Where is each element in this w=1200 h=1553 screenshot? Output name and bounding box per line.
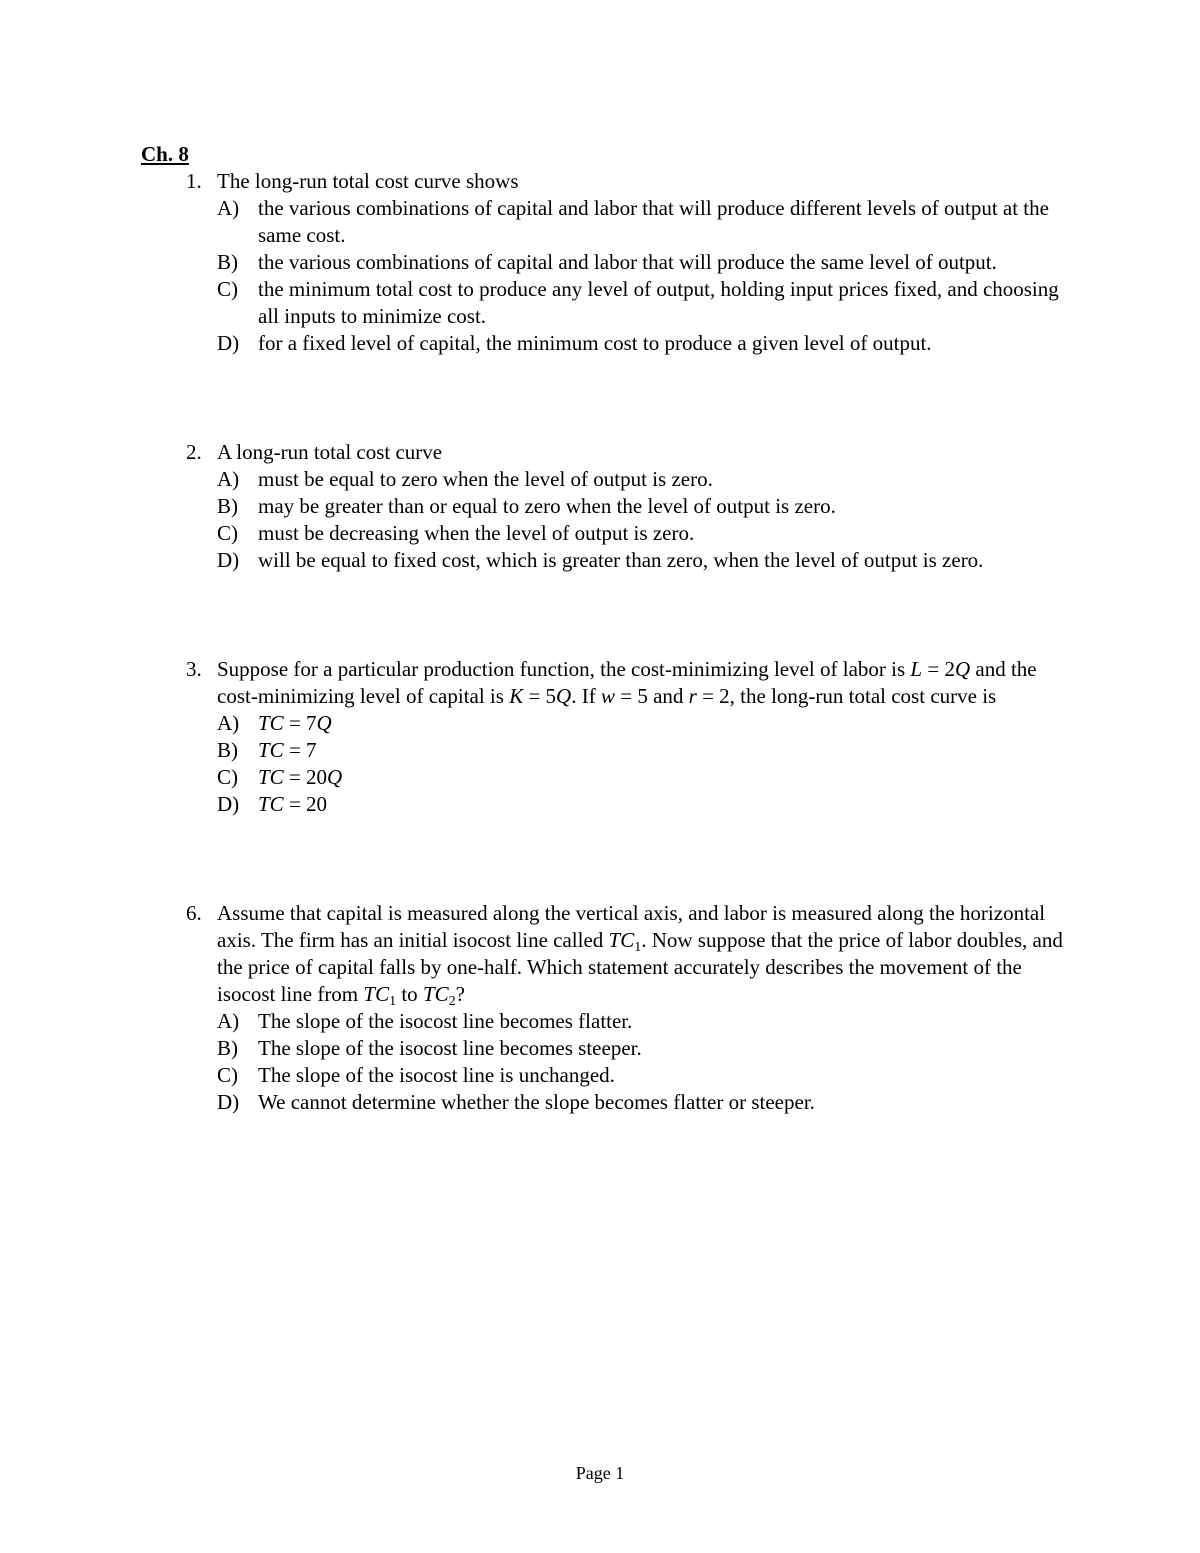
option-text: the various combinations of capital and labor that will produce different levels of output at the same cost. <box>258 196 1049 247</box>
option-text: = 20 <box>283 765 328 789</box>
question-2 <box>186 439 1066 574</box>
option-text: must be equal to zero when the level of output is zero. <box>258 467 713 491</box>
option-text: for a fixed level of capital, the minimum cost to produce a given level of output. <box>258 331 932 355</box>
answer-option-d <box>186 330 1066 357</box>
option-letter: D) <box>217 1090 240 1114</box>
math-variable: r <box>688 684 697 708</box>
answer-option-b <box>186 737 1066 764</box>
math-subscript: 1 <box>634 940 642 955</box>
stem-text: Suppose for a particular production function, the cost-minimizing level of labor is <box>217 657 911 681</box>
math-variable: Q <box>316 711 332 735</box>
question-stem <box>186 900 1066 1008</box>
math-variable: TC <box>258 711 284 735</box>
math-variable: Q <box>327 765 343 789</box>
option-letter: B) <box>217 250 238 274</box>
option-letter: A) <box>217 711 240 735</box>
chapter-heading: Ch. 8 <box>141 142 189 166</box>
option-letter: C) <box>217 521 238 545</box>
question-stem <box>186 439 1066 466</box>
question-text: The long-run total cost curve shows <box>217 169 519 193</box>
answer-option-c <box>186 276 1066 330</box>
question-text <box>217 900 1066 1008</box>
question-3 <box>186 656 1066 818</box>
stem-text: = 5 <box>523 684 557 708</box>
option-text: = 7 <box>283 711 317 735</box>
math-variable: TC <box>608 928 635 952</box>
option-text: will be equal to fixed cost, which is greater than zero, when the level of output is zero. <box>258 548 984 572</box>
option-text: The slope of the isocost line becomes steeper. <box>258 1036 642 1060</box>
math-variable: Q <box>556 684 572 708</box>
stem-text: = 2 <box>922 657 955 681</box>
option-text: We cannot determine whether the slope becomes flatter or steeper. <box>258 1090 815 1114</box>
answer-options <box>186 1008 1066 1116</box>
answer-options <box>186 710 1066 818</box>
answer-option-b <box>186 1035 1066 1062</box>
math-variable: TC <box>258 765 284 789</box>
option-letter: B) <box>217 1036 238 1060</box>
answer-option-c <box>186 520 1066 547</box>
stem-text: = 5 and <box>614 684 689 708</box>
answer-option-c <box>186 764 1066 791</box>
question-number: 1. <box>186 169 202 193</box>
answer-option-a <box>186 1008 1066 1035</box>
math-variable: Q <box>954 657 971 681</box>
option-text: The slope of the isocost line is unchanged. <box>258 1063 615 1087</box>
question-stem <box>186 656 1066 710</box>
option-letter: A) <box>217 467 240 491</box>
math-variable: L <box>910 657 923 681</box>
option-text: The slope of the isocost line becomes flatter. <box>258 1009 633 1033</box>
option-letter: D) <box>217 331 240 355</box>
answer-options <box>186 195 1066 357</box>
option-letter: C) <box>217 765 238 789</box>
answer-option-c <box>186 1062 1066 1089</box>
answer-option-b <box>186 493 1066 520</box>
option-letter: B) <box>217 494 238 518</box>
math-variable: TC <box>363 982 390 1006</box>
answer-option-b <box>186 249 1066 276</box>
question-number: 3. <box>186 657 202 681</box>
math-variable: K <box>509 684 524 708</box>
answer-options <box>186 466 1066 574</box>
option-letter: D) <box>217 792 240 816</box>
option-text: = 20 <box>283 792 328 816</box>
stem-text: . Now suppose that the price of labor doubles, and the price of capital falls by one-half. Which statement accurately describes the movement of the isocost line from <box>217 928 1063 1006</box>
stem-text: ? <box>455 982 465 1006</box>
option-text: must be decreasing when the level of output is zero. <box>258 521 695 545</box>
math-variable: TC <box>422 982 449 1006</box>
question-6 <box>186 900 1066 1116</box>
option-text: = 7 <box>283 738 317 762</box>
answer-option-d <box>186 547 1066 574</box>
math-subscript: 1 <box>389 994 397 1009</box>
math-variable: TC <box>258 738 284 762</box>
answer-option-a <box>186 195 1066 249</box>
option-letter: C) <box>217 1063 238 1087</box>
answer-option-a <box>186 466 1066 493</box>
option-text: the minimum total cost to produce any level of output, holding input prices fixed, and choosing all inputs to minimize cost. <box>258 277 1059 328</box>
question-1 <box>186 168 1066 357</box>
option-text: the various combinations of capital and labor that will produce the same level of output. <box>258 250 997 274</box>
page-number: Page 1 <box>575 1463 625 1483</box>
math-variable: w <box>600 684 615 708</box>
question-number: 2. <box>186 440 202 464</box>
answer-option-a <box>186 710 1066 737</box>
math-variable: TC <box>258 792 284 816</box>
option-text: may be greater than or equal to zero when the level of output is zero. <box>258 494 836 518</box>
math-subscript: 2 <box>448 994 456 1009</box>
stem-text: = 2, the long-run total cost curve is <box>696 684 997 708</box>
stem-text: . If <box>571 684 601 708</box>
stem-text: and the cost-minimizing level of capital is <box>217 657 1037 708</box>
question-text <box>217 656 1066 710</box>
question-number: 6. <box>186 901 202 925</box>
option-letter: B) <box>217 738 238 762</box>
question-text: A long-run total cost curve <box>217 440 443 464</box>
option-letter: D) <box>217 548 240 572</box>
stem-text: to <box>396 982 423 1006</box>
answer-option-d <box>186 1089 1066 1116</box>
option-letter: A) <box>217 196 240 220</box>
answer-option-d <box>186 791 1066 818</box>
option-letter: A) <box>217 1009 240 1033</box>
option-letter: C) <box>217 277 238 301</box>
question-stem <box>186 168 1066 195</box>
stem-text: Assume that capital is measured along the vertical axis, and labor is measured along the horizontal axis. The firm has an initial isocost line called <box>217 901 1046 952</box>
